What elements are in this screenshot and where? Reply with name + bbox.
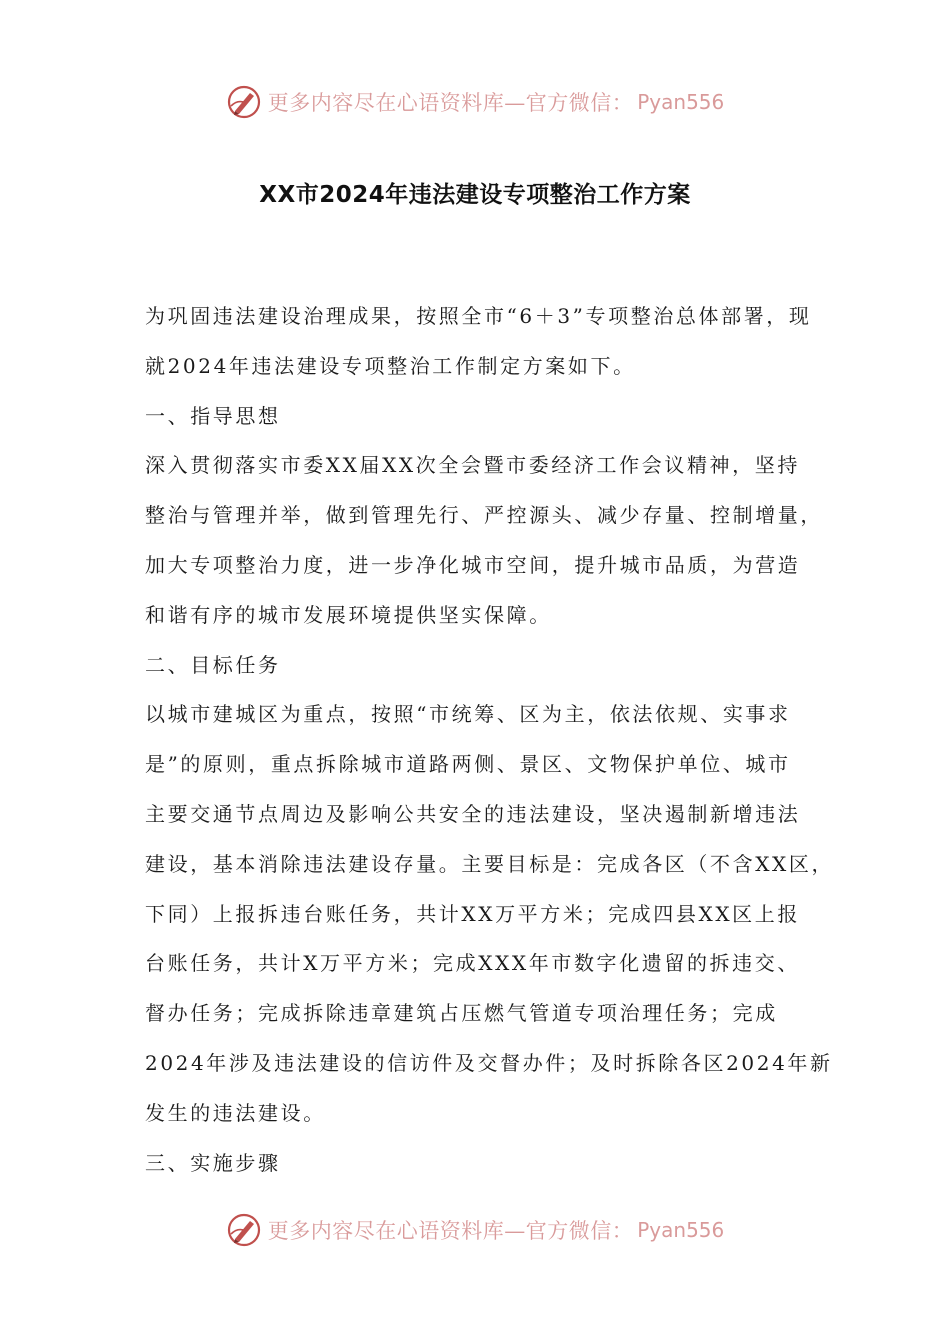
pen-logo-icon bbox=[226, 84, 262, 120]
section-heading: 三、实施步骤 bbox=[145, 1150, 281, 1175]
paragraph-line: 和谐有序的城市发展环境提供坚实保障。 bbox=[145, 602, 552, 627]
paragraph-line: 以城市建城区为重点，按照“市统筹、区为主，依法依规、实事求 bbox=[145, 702, 791, 727]
paragraph-line: 为巩固违法建设治理成果，按照全市“6＋3”专项整治总体部署，现 bbox=[145, 304, 812, 328]
watermark-text: 更多内容尽在心语资料库—官方微信： bbox=[267, 1219, 634, 1243]
watermark-handle: Pyan556 bbox=[637, 1218, 725, 1242]
document-body bbox=[145, 292, 835, 1188]
watermark-text: 更多内容尽在心语资料库—官方微信： bbox=[267, 91, 634, 115]
paragraph-line: 督办任务；完成拆除违章建筑占压燃气管道专项治理任务；完成 bbox=[145, 1001, 778, 1026]
paragraph-line: 是”的原则，重点拆除城市道路两侧、景区、文物保护单位、城市 bbox=[145, 752, 791, 777]
document-title: XX市2024年违法建设专项整治工作方案 bbox=[259, 182, 691, 208]
paragraph-line: 加大专项整治力度，进一步净化城市空间，提升城市品质，为营造 bbox=[145, 552, 801, 577]
watermark-header bbox=[0, 80, 950, 124]
paragraph-line: 深入贯彻落实市委XX届XX次全会暨市委经济工作会议精神，坚持 bbox=[145, 453, 800, 478]
watermark-handle: Pyan556 bbox=[637, 90, 725, 114]
paragraph-line: 下同）上报拆违台账任务，共计XX万平方米；完成四县XX区上报 bbox=[145, 901, 800, 926]
pen-logo-icon bbox=[226, 1212, 262, 1248]
section-heading: 二、目标任务 bbox=[145, 652, 281, 677]
section-heading: 一、指导思想 bbox=[145, 403, 281, 428]
paragraph-line: 就2024年违法建设专项整治工作制定方案如下。 bbox=[145, 353, 636, 378]
paragraph-line: 发生的违法建设。 bbox=[145, 1100, 326, 1125]
paragraph-line: 台账任务，共计X万平方米；完成XXX年市数字化遗留的拆违交、 bbox=[145, 951, 800, 976]
watermark-footer bbox=[0, 1208, 950, 1252]
paragraph-line: 整治与管理并举，做到管理先行、严控源头、减少存量、控制增量， bbox=[145, 503, 823, 528]
paragraph-line: 主要交通节点周边及影响公共安全的违法建设，坚决遏制新增违法 bbox=[145, 801, 801, 826]
paragraph-line: 建设，基本消除违法建设存量。主要目标是：完成各区（不含XX区， bbox=[145, 851, 835, 876]
paragraph-line: 2024年涉及违法建设的信访件及交督办件；及时拆除各区2024年新 bbox=[145, 1050, 833, 1075]
